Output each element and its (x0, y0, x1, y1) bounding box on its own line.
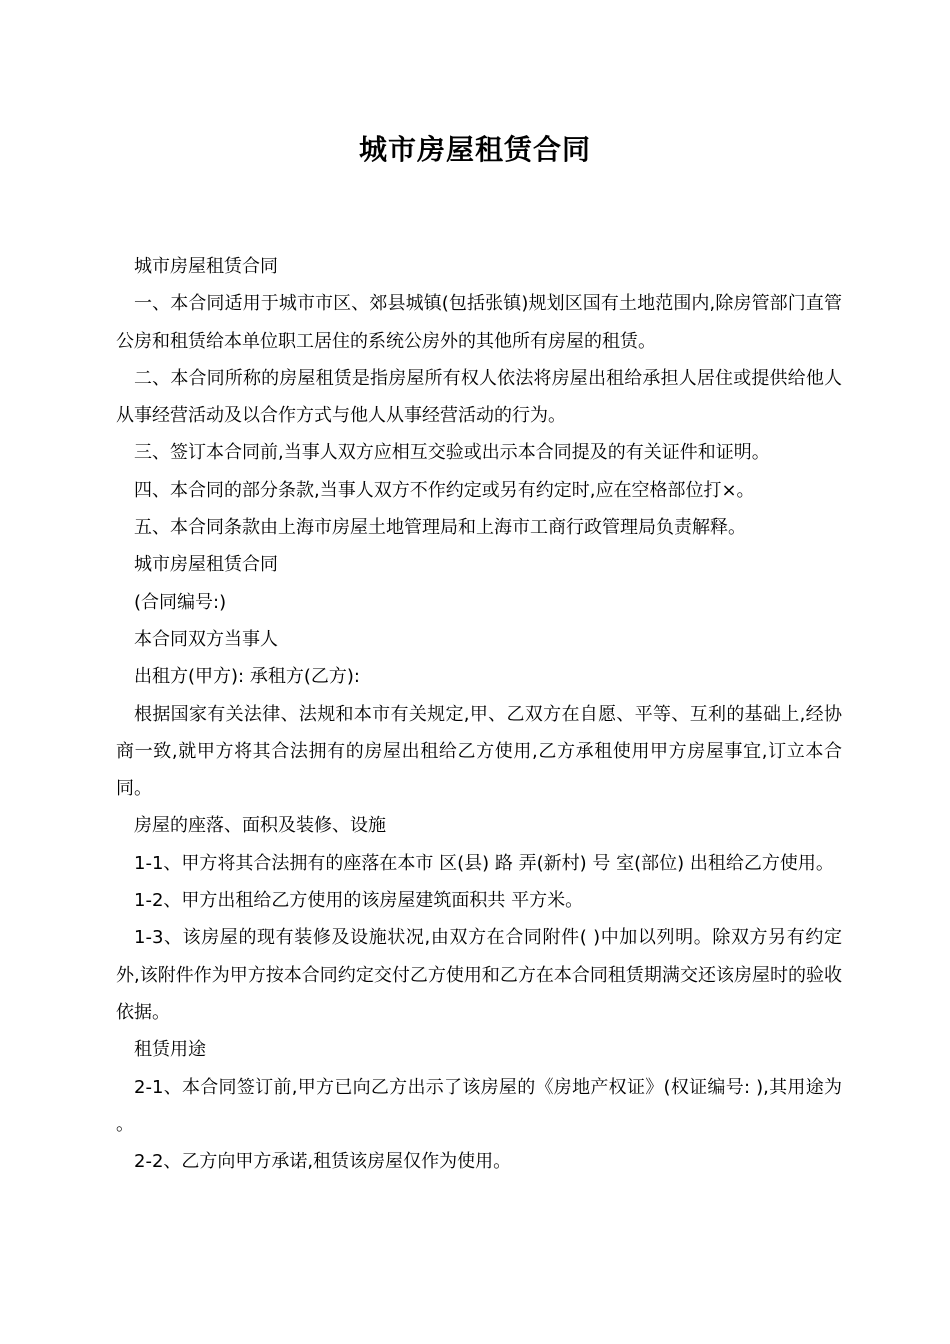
document-body (116, 248, 842, 1180)
paragraph-article-2-2: 2-2、乙方向甲方承诺,租赁该房屋仅作为使用。 (134, 1151, 512, 1173)
paragraph-parties: 出租方(甲方): 承租方(乙方): (134, 666, 360, 688)
paragraph-contract-number: (合同编号:) (134, 591, 227, 613)
paragraph-article-1-3: 1-3、该房屋的现有装修及设施状况,由双方在合同附件( )中加以列明。除双方另有约定外,该附件作为甲方按本合同约定交付乙方使用和乙方在本合同租赁期满交还该房屋时的验收依据。 (116, 927, 842, 1023)
paragraph-article-1-2: 1-2、甲方出租给乙方使用的该房屋建筑面积共 平方米。 (134, 890, 584, 912)
paragraph-clause-4: 四、本合同的部分条款,当事人双方不作约定或另有约定时,应在空格部位打×。 (134, 479, 755, 501)
document-title: 城市房屋租赁合同 (358, 133, 591, 166)
paragraph-section-usage: 租赁用途 (134, 1039, 206, 1061)
paragraph-heading-1: 城市房屋租赁合同 (134, 256, 278, 277)
paragraph-section-location: 房屋的座落、面积及装修、设施 (134, 815, 386, 837)
paragraph-clause-1: 一、本合同适用于城市市区、郊县城镇(包括张镇)规划区国有土地范围内,除房管部门直管公房和租赁给本单位职工居住的系统公房外的其他所有房屋的租赁。 (116, 293, 842, 352)
paragraph-article-1-1: 1-1、甲方将其合法拥有的座落在本市 区(县) 路 弄(新村) 号 室(部位) 出租给乙方使用。 (134, 852, 834, 874)
paragraph-clause-3: 三、签订本合同前,当事人双方应相互交验或出示本合同提及的有关证件和证明。 (134, 442, 770, 464)
paragraph-clause-5: 五、本合同条款由上海市房屋土地管理局和上海市工商行政管理局负责解释。 (134, 517, 746, 539)
paragraph-heading-2: 城市房屋租赁合同 (134, 554, 278, 576)
paragraph-clause-2: 二、本合同所称的房屋租赁是指房屋所有权人依法将房屋出租给承担人居住或提供给他人从事经营活动及以合作方式与他人从事经营活动的行为。 (116, 367, 842, 427)
paragraph-preamble: 根据国家有关法律、法规和本市有关规定,甲、乙双方在自愿、平等、互利的基础上,经协商一致,就甲方将其合法拥有的房屋出租给乙方使用,乙方承租使用甲方房屋事宜,订立本合同。 (116, 703, 842, 800)
paragraph-parties-heading: 本合同双方当事人 (134, 628, 278, 650)
paragraph-article-2-1: 2-1、本合同签订前,甲方已向乙方出示了该房屋的《房地产权证》(权证编号: ),其用途为 。 (116, 1076, 842, 1135)
